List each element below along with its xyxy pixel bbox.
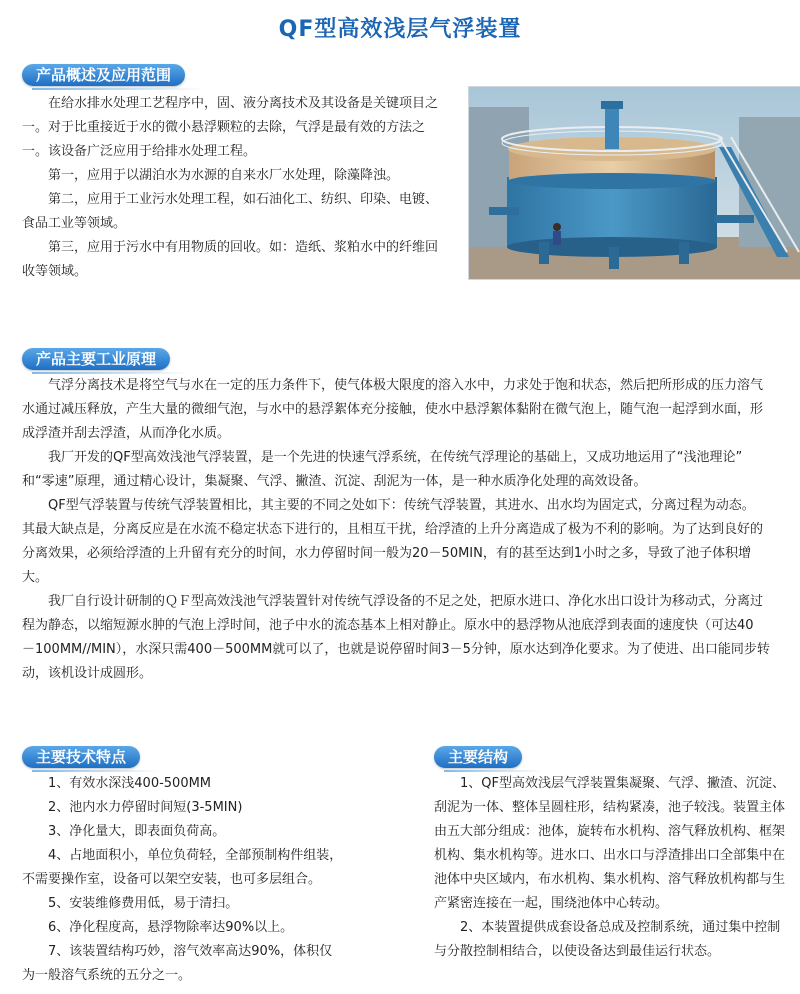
overview-line: 食品工业等领域。 (22, 216, 127, 231)
principle-line: 大。 (22, 570, 49, 585)
overview-line: 第一，应用于以湖泊水为水源的自来水厂水处理，除藻降浊。 (48, 168, 400, 183)
principle-line: 成浮渣并刮去浮渣，从而净化水质。 (22, 426, 231, 441)
structure-line: 机构、集水机构等。进水口、出水口与浮渣排出口全部集中在 (434, 848, 786, 863)
features-line: 6、净化程度高，悬浮物除率达90%以上。 (48, 920, 294, 935)
features-line: 不需要操作室，设备可以架空安装，也可多层组合。 (22, 872, 322, 887)
features-line: 为一般溶气系统的五分之一。 (22, 968, 192, 983)
overview-line: 一。该设备广泛应用于给排水处理工程。 (22, 144, 257, 159)
section-heading-structure: 主要结构 (434, 746, 522, 768)
section-heading-overview: 产品概述及应用范围 (22, 64, 185, 86)
structure-line: 2、本装置提供成套设备总成及控制系统，通过集中控制 (460, 920, 781, 935)
page-title: QF型高效浅层气浮装置 (278, 17, 522, 42)
features-line: 1、有效水深浅400-500MM (48, 776, 212, 791)
structure-text (434, 772, 800, 964)
principle-line: QF型气浮装置与传统气浮装置相比，其主要的不同之处如下：传统气浮装置，其进水、出水均为固定式，分离过程为动态。 (48, 498, 755, 513)
principle-line: 和“零速”原理，通过精心设计，集凝聚、气浮、撇渣、沉淀、刮泥为一体，是一种水质净化处理的高效设备。 (22, 474, 647, 489)
principle-line: 动，该机设计成圆形。 (22, 666, 153, 681)
overview-line: 收等领域。 (22, 264, 88, 279)
section-heading-principle: 产品主要工业原理 (22, 348, 170, 370)
overview-text (22, 92, 462, 284)
features-line: 4、占地面积小，单位负荷轻，全部预制构件组装， (48, 848, 343, 863)
overview-line: 第二，应用于工业污水处理工程，如石油化工、纺织、印染、电镀、 (48, 192, 439, 207)
principle-line: 水通过减压释放，产生大量的微细气泡，与水中的悬浮絮体充分接触，使水中悬浮絮体黏附在微气泡上，随气泡一起浮到水面，形 (22, 402, 764, 417)
principle-line: 我厂自行设计研制的ＱＦ型高效浅池气浮装置针对传统气浮设备的不足之处，把原水进口、净化水出口设计为移动式，分离过 (48, 594, 764, 609)
principle-line: 我厂开发的QF型高效浅池气浮装置，是一个先进的快速气浮系统，在传统气浮理论的基础上，又成功地运用了“浅池理论” (48, 450, 743, 465)
equipment-photo (468, 86, 800, 280)
features-line: 2、池内水力停留时间短(3-5MIN) (48, 800, 243, 815)
overview-line: 一。对于比重接近于水的微小悬浮颗粒的去除，气浮是最有效的方法之 (22, 120, 426, 135)
overview-line: 第三，应用于污水中有用物质的回收。如：造纸、浆粕水中的纤维回 (48, 240, 439, 255)
structure-line: 刮泥为一体、整体呈圆柱形，结构紧凑，池子较浅。装置主体 (434, 800, 786, 815)
section-heading-features: 主要技术特点 (22, 746, 140, 768)
structure-line: 池体中央区域内，布水机构、集水机构、溶气释放机构都与生 (434, 872, 786, 887)
principle-line: －100MM//MIN），水深只需400－500MM就可以了，也就是说停留时间3－5分钟，原水达到净化要求。为了使进、出口能同步转 (22, 642, 770, 657)
features-line: 7、该装置结构巧妙，溶气效率高达90%，体积仅 (48, 944, 333, 959)
principle-line: 分离效果，必须给浮渣的上升留有充分的时间，水力停留时间一般为20－50MIN，有的甚至达到1小时之多，导致了池子体积增 (22, 546, 752, 561)
features-line: 5、安装维修费用低，易于清扫。 (48, 896, 239, 911)
structure-line: 由五大部分组成：池体，旋转布水机构、溶气释放机构、框架 (434, 824, 786, 839)
features-line: 3、净化量大，即表面负荷高。 (48, 824, 226, 839)
flotation-tank-illustration (469, 87, 800, 279)
principle-line: 气浮分离技术是将空气与水在一定的压力条件下，使气体极大限度的溶入水中，力求处于饱和状态，然后把所形成的压力溶气 (48, 378, 764, 393)
structure-line: 与分散控制相结合，以使设备达到最佳运行状态。 (434, 944, 721, 959)
principle-line: 其最大缺点是，分离反应是在水流不稳定状态下进行的，且相互干扰，给浮渣的上升分离造成了极为不利的影响。为了达到良好的 (22, 522, 764, 537)
principle-line: 程为静态，以缩短源水肿的气泡上浮时间，池子中水的流态基本上相对静止。原水中的悬浮物从池底浮到表面的速度快（可达40 (22, 618, 754, 633)
principle-text (22, 374, 800, 686)
overview-line: 在给水排水处理工艺程序中，固、液分离技术及其设备是关键项目之 (48, 96, 439, 111)
structure-line: 1、QF型高效浅层气浮装置集凝聚、气浮、撇渣、沉淀、 (460, 776, 785, 791)
structure-line: 产紧密连接在一起，围绕池体中心转动。 (434, 896, 669, 911)
features-text (22, 772, 422, 988)
